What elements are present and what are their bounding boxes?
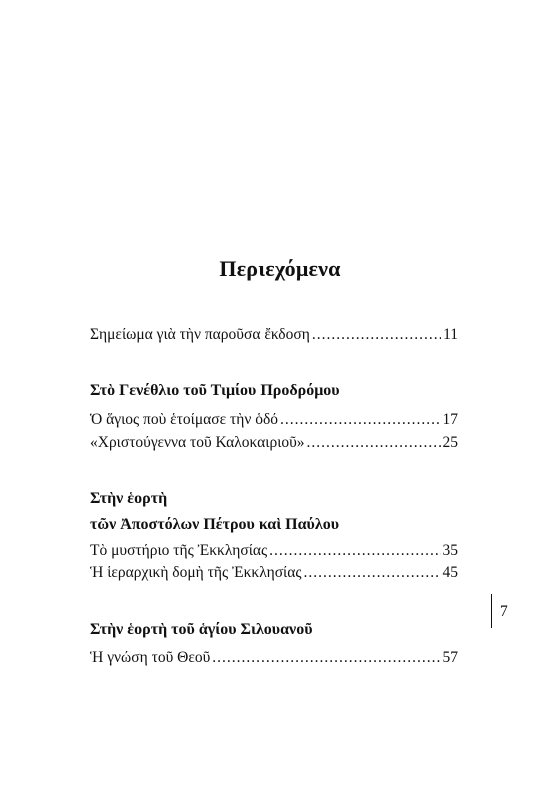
toc-entry-page: 25: [442, 434, 458, 451]
toc-entry-page: 57: [442, 649, 458, 666]
toc-entry-text: Τὸ μυστήριο τῆς Ἐκκλησίας: [90, 542, 268, 559]
toc-entry-page: 35: [442, 542, 458, 559]
toc-entry: [90, 410, 458, 430]
toc-entry-page: 17: [442, 411, 458, 428]
dot-leader: [269, 541, 440, 561]
toc-entry-text: Ὁ ἅγιος ποὺ ἑτοίμασε τὴν ὁδό: [90, 411, 279, 428]
toc-entry-page: 45: [442, 564, 458, 581]
toc-entry-text: Σημείωμα γιὰ τὴν παροῦσα ἔκδοση: [90, 326, 310, 343]
toc-entry-intro: [90, 325, 458, 345]
page-number: 7: [500, 603, 508, 620]
toc-entry-page: 11: [443, 326, 458, 343]
toc-entry: [90, 648, 458, 668]
section-heading-apostles-line-1: Στὴν ἑορτὴ: [90, 490, 168, 507]
dot-leader: [212, 648, 440, 668]
section-heading-silouan: Στὴν ἑορτὴ τοῦ ἁγίου Σιλουανοῦ: [90, 621, 313, 638]
dot-leader: [307, 433, 441, 453]
dot-leader: [280, 410, 440, 430]
toc-entry-text: Ἡ ἱεραρχικὴ δομὴ τῆς Ἐκκλησίας: [90, 564, 302, 581]
folio-rule: [491, 594, 492, 628]
toc-entry: [90, 541, 458, 561]
dot-leader: [303, 563, 440, 583]
page-title: Περιεχόμενα: [219, 256, 341, 281]
dot-leader: [312, 325, 441, 345]
toc-entry: [90, 563, 458, 583]
toc-entry-text: «Χριστούγεννα τοῦ Καλοκαιριοῦ»: [90, 434, 305, 451]
section-heading-prodromos: Στὸ Γενέθλιο τοῦ Τιμίου Προδρόμου: [90, 382, 340, 399]
toc-entry-text: Ἡ γνώση τοῦ Θεοῦ: [90, 649, 211, 666]
section-heading-apostles-line-2: τῶν Ἀποστόλων Πέτρου καὶ Παύλου: [90, 516, 339, 533]
toc-entry: [90, 433, 458, 453]
